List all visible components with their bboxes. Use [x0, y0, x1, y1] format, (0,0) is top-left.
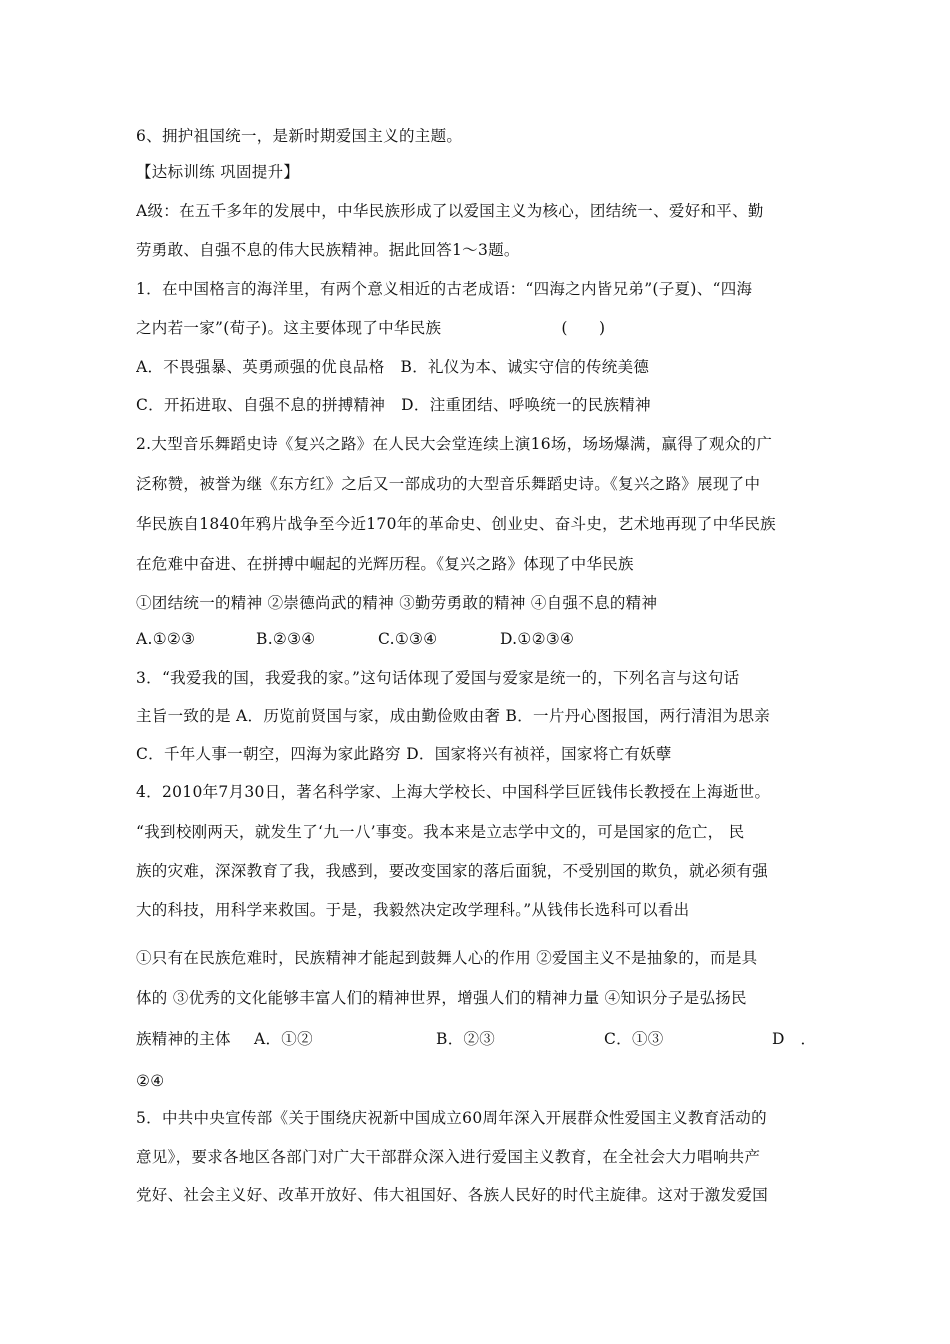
q2-option-a: A.①②③: [136, 630, 196, 648]
paragraph-line-4: 劳勇敢、自强不息的伟大民族精神。据此回答1～3题。: [136, 241, 520, 259]
question-1-options-cd: [136, 386, 816, 424]
q2-option-b: B.②③④: [256, 630, 316, 648]
option-a: A．不畏强暴、英勇顽强的优良品格: [136, 358, 385, 376]
question-4-line-1: 4．2010年7月30日，著名科学家、上海大学校长、中国科学巨匠钱伟长教授在上海逝世。: [136, 783, 771, 801]
question-5-line-3: 党好、社会主义好、改革开放好、伟大祖国好、各族人民好的时代主旋律。这对于激发爱国: [136, 1186, 769, 1204]
q4-option-d: D ．: [772, 1030, 816, 1048]
question-1-line-2: [136, 309, 816, 347]
question-3-line-1: 3．“我爱我的国，我爱我的家。”这句话体现了爱国与爱家是统一的，下列名言与这句话: [136, 669, 740, 687]
q4-option-c: C．①③: [604, 1030, 664, 1048]
question-4-statements-2: 体的 ③优秀的文化能够丰富人们的精神世界，增强人们的精神力量 ④知识分子是弘扬民: [136, 989, 747, 1007]
q4-option-a: A．①②: [254, 1030, 313, 1048]
paragraph-line-1: 6、拥护祖国统一，是新时期爱国主义的主题。: [136, 127, 463, 145]
q4-statement-end: 族精神的主体: [136, 1030, 231, 1048]
option-c: C．开拓进取、自强不息的拼搏精神: [136, 396, 386, 414]
question-5-line-2: 意见》，要求各地区各部门对广大干部群众深入进行爱国主义教育，在全社会大力唱响共产: [136, 1148, 761, 1166]
question-4-statements-1: ①只有在民族危难时，民族精神才能起到鼓舞人心的作用 ②爱国主义不是抽象的，而是具: [136, 949, 758, 967]
question-4-line-3: 族的灾难，深深教育了我，我感到，要改变国家的落后面貌，不受别国的欺负，就必须有强: [136, 862, 769, 880]
q4-option-b: B．②③: [436, 1030, 496, 1048]
question-4-options: [136, 1020, 816, 1058]
question-2-line-2: 泛称赞，被誉为继《东方红》之后又一部成功的大型音乐舞蹈史诗。《复兴之路》展现了中: [136, 475, 761, 493]
question-1-stem: 之内若一家”(荀子)。这主要体现了中华民族: [136, 319, 442, 337]
question-1-options-ab: [136, 348, 816, 386]
question-2-line-4: 在危难中奋进、在拼搏中崛起的光辉历程。《复兴之路》体现了中华民族: [136, 555, 634, 573]
question-4-option-d-value: ②④: [136, 1072, 165, 1090]
question-4-line-4: 大的科技，用科学来救国。于是，我毅然决定改学理科。”从钱伟长选科可以看出: [136, 901, 690, 919]
paragraph-line-3: A级：在五千多年的发展中，中华民族形成了以爱国主义为核心，团结统一、爱好和平、勤: [136, 202, 764, 220]
question-3-line-3: C．千年人事一朝空，四海为家此路穷 D．国家将兴有祯祥，国家将亡有妖孽: [136, 745, 672, 763]
question-2-line-1: 2.大型音乐舞蹈史诗《复兴之路》在人民大会堂连续上演16场，场场爆满，赢得了观众的广: [136, 435, 773, 453]
answer-bracket: ( ): [561, 319, 606, 337]
q2-option-c: C.①③④: [378, 630, 438, 648]
q2-option-d: D.①②③④: [500, 630, 575, 648]
question-5-line-1: 5．中共中央宣传部《关于围绕庆祝新中国成立60周年深入开展群众性爱国主义教育活动的: [136, 1109, 767, 1127]
option-d: D．注重团结、呼唤统一的民族精神: [401, 396, 651, 414]
question-2-line-3: 华民族自1840年鸦片战争至今近170年的革命史、创业史、奋斗史，艺术地再现了中华民族: [136, 515, 776, 533]
question-2-statements: ①团结统一的精神 ②崇德尚武的精神 ③勤劳勇敢的精神 ④自强不息的精神: [136, 594, 658, 612]
question-2-options: [136, 620, 816, 658]
section-heading: 【达标训练 巩固提升】: [136, 163, 300, 181]
option-b: B．礼仪为本、诚实守信的传统美德: [400, 358, 650, 376]
question-4-line-2: “我到校刚两天，就发生了‘九一八’事变。我本来是立志学中文的，可是国家的危亡， 民: [136, 823, 745, 841]
question-1-line-1: 1．在中国格言的海洋里，有两个意义相近的古老成语：“四海之内皆兄弟”(子夏)、“四海: [136, 280, 753, 298]
question-3-line-2: 主旨一致的是 A．历览前贤国与家，成由勤俭败由奢 B．一片丹心图报国，两行清泪为思亲: [136, 707, 771, 725]
